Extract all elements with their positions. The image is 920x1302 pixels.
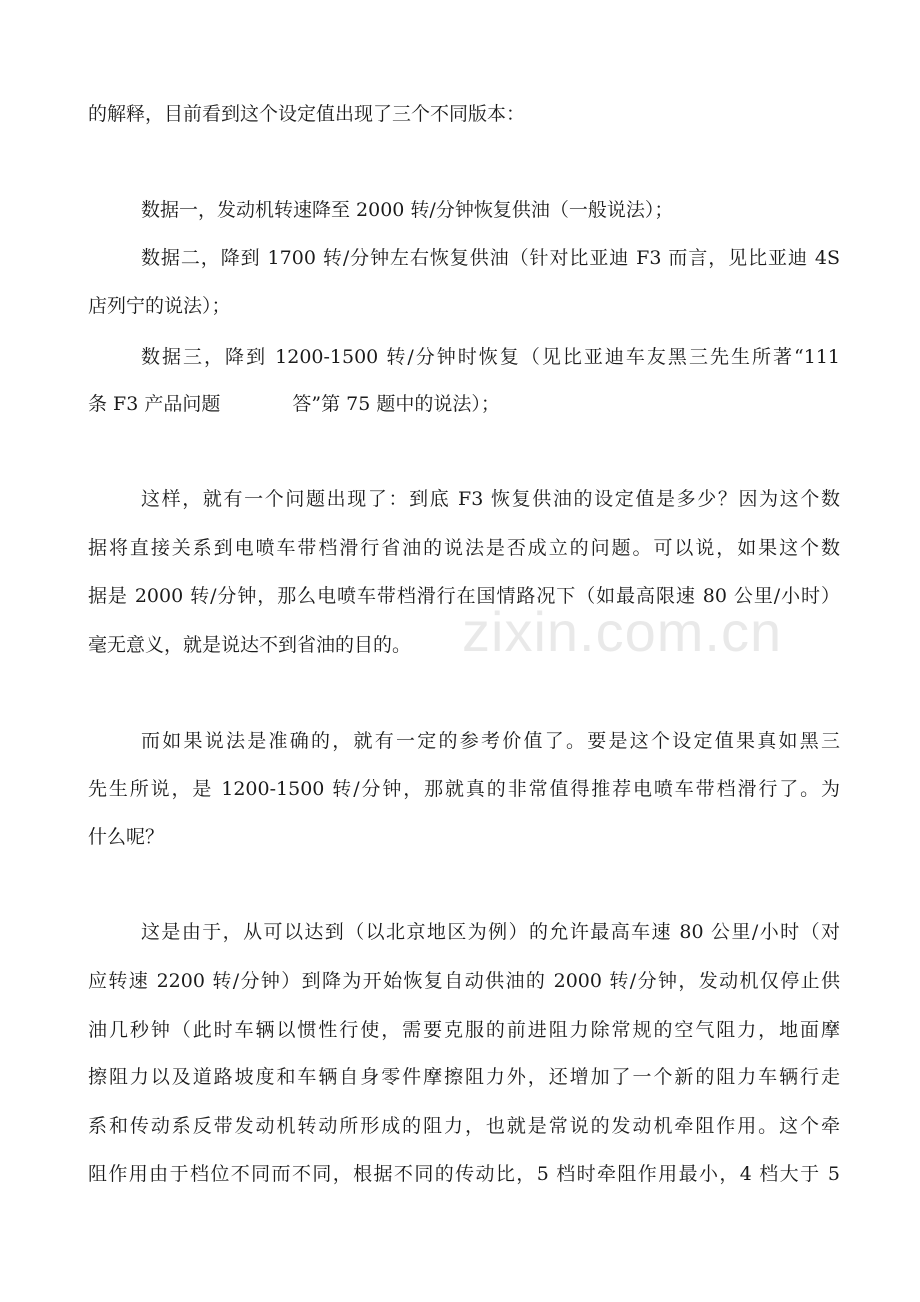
text-line: 阻作用由于档位不同而不同，根据不同的传动比，5 档时牵阻作用最小，4 档大于 5 bbox=[88, 1163, 840, 1185]
text-line: 数据二，降到 1700 转/分钟左右恢复供油（针对比亚迪 F3 而言，见比亚迪 4S bbox=[141, 247, 840, 269]
text-line: 系和传动系反带发动机转动所形成的阻力，也就是常说的发动机牵阻作用。这个牵 bbox=[88, 1115, 840, 1137]
text-line: 数据一，发动机转速降至 2000 转/分钟恢复供油（一般说法）； bbox=[141, 199, 674, 221]
text-line: 据将直接关系到电喷车带档滑行省油的说法是否成立的问题。可以说，如果这个数 bbox=[88, 537, 840, 559]
text-line: 毫无意义，就是说达不到省油的目的。 bbox=[88, 634, 412, 656]
text-line: 应转速 2200 转/分钟）到降为开始恢复自动供油的 2000 转/分钟，发动机仅停止供 bbox=[88, 970, 840, 992]
text-line: 先生所说，是 1200-1500 转/分钟，那就真的非常值得推荐电喷车带档滑行了。为 bbox=[88, 778, 840, 800]
text-fragment: 条 F3 产品问题 bbox=[88, 393, 221, 415]
text-line: 数据三，降到 1200-1500 转/分钟时恢复（见比亚迪车友黑三先生所著“111 bbox=[141, 346, 840, 368]
text-line: 擦阻力以及道路坡度和车辆自身零件摩擦阻力外，还增加了一个新的阻力车辆行走 bbox=[88, 1066, 840, 1088]
watermark: zixin.com.cn bbox=[462, 600, 783, 663]
text-line: 油几秒钟（此时车辆以惯性行使，需要克服的前进阻力除常规的空气阻力，地面摩 bbox=[88, 1019, 840, 1041]
text-line: 这样，就有一个问题出现了：到底 F3 恢复供油的设定值是多少？因为这个数 bbox=[141, 488, 840, 510]
text-line: 店列宁的说法）； bbox=[88, 295, 231, 317]
text-line: 什么呢？ bbox=[88, 826, 165, 848]
text-line: 这是由于，从可以达到（以北京地区为例）的允许最高车速 80 公里/小时（对 bbox=[141, 921, 840, 943]
text-line: 而如果说法是准确的，就有一定的参考价值了。要是这个设定值果真如黑三 bbox=[141, 730, 840, 752]
text-line-split bbox=[88, 392, 840, 416]
text-line: 据是 2000 转/分钟，那么电喷车带档滑行在国情路况下（如最高限速 80 公里/小时） bbox=[88, 585, 840, 607]
text-line: 的解释，目前看到这个设定值出现了三个不同版本： bbox=[88, 103, 526, 125]
text-fragment: 答”第 75 题中的说法）； bbox=[292, 393, 500, 415]
